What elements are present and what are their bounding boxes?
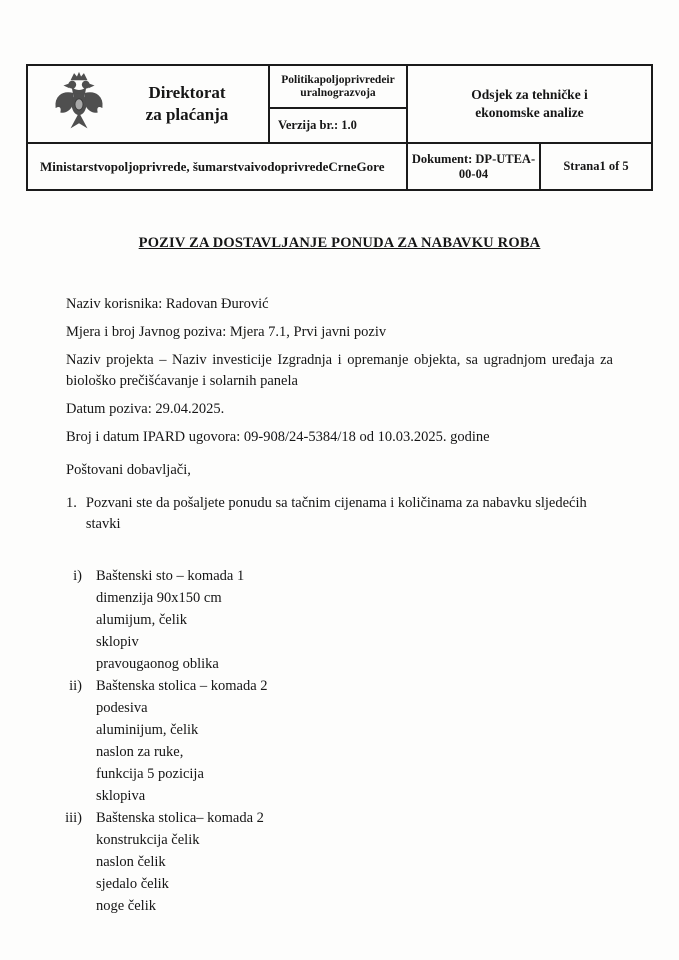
verzija-label: Verzija br.: 1.0 <box>278 118 357 132</box>
list-item-line: aluminijum, čelik <box>96 722 199 738</box>
items-list <box>0 565 613 917</box>
list-item-line: naslon za ruke, <box>96 744 184 760</box>
list-item-line: sklopiva <box>96 788 146 804</box>
list-item-line: sklopiv <box>96 634 139 650</box>
field-mjera: Mjera i broj Javnog poziva: Mjera 7.1, Prvi javni poziv <box>66 324 387 340</box>
dokument-line2: 00-04 <box>458 166 489 181</box>
direktorat-title <box>106 82 268 126</box>
list-item-line: konstrukcija čelik <box>96 832 200 848</box>
list-item-content <box>96 807 613 917</box>
list-item <box>0 807 613 917</box>
document-title: POZIV ZA DOSTAVLJANJE PONUDA ZA NABAVKU ROBA <box>138 235 541 251</box>
politika-line2: uralnograzvoja <box>300 86 376 99</box>
intro-number: 1. <box>66 495 77 511</box>
header-cell-direktorat <box>28 66 270 142</box>
salutation: Poštovani dobavljači, <box>66 462 191 478</box>
odsjek-line2: ekonomske analize <box>475 105 584 120</box>
politika-label <box>270 66 406 109</box>
list-item-numeral: i) <box>73 568 82 584</box>
list-item-line: alumijum, čelik <box>96 612 188 628</box>
dokument-line1: Dokument: DP-UTEA- <box>411 151 536 166</box>
intro-paragraph <box>66 493 613 535</box>
list-item-title: Baštenska stolica– komada 2 <box>96 810 264 826</box>
header-table <box>26 64 653 191</box>
field-naziv-projekta: Naziv projekta – Naziv investicije Izgradnja i opremanje objekta, sa ugradnjom uređaja za biološko prečišćavanje i solarnih panela <box>66 352 613 389</box>
list-item-content <box>96 675 613 807</box>
direktorat-line1: Direktorat <box>148 83 226 102</box>
list-item-line: dimenzija 90x150 cm <box>96 590 222 606</box>
list-item-line: noge čelik <box>96 898 156 914</box>
list-item-numeral: iii) <box>65 810 82 826</box>
header-row-1 <box>28 66 651 144</box>
odsjek-line1: Odsjek za tehničke i <box>471 87 588 102</box>
header-cell-politika-verzija <box>270 66 408 142</box>
field-ipard-ugovor: Broj i datum IPARD ugovora: 09-908/24-5384/18 od 10.03.2025. godine <box>66 429 490 445</box>
document-body <box>66 294 613 535</box>
montenegro-coat-of-arms-icon <box>52 72 106 137</box>
list-item <box>0 565 613 675</box>
list-item-line: podesiva <box>96 700 148 716</box>
field-datum-poziva: Datum poziva: 29.04.2025. <box>66 401 225 417</box>
direktorat-line2: za plaćanja <box>145 105 229 124</box>
list-item-line: funkcija 5 pozicija <box>96 766 204 782</box>
dokument-label <box>408 144 541 189</box>
list-item-title: Baštenska stolica – komada 2 <box>96 678 268 694</box>
list-item-line: sjedalo čelik <box>96 876 169 892</box>
list-item <box>0 675 613 807</box>
politika-line1: Politikapoljoprivredeir <box>281 73 395 86</box>
field-naziv-korisnika: Naziv korisnika: Radovan Đurović <box>66 296 269 312</box>
intro-text: Pozvani ste da pošaljete ponudu sa tačnim cijenama i količinama za nabavku sljedećih stavki <box>85 495 587 532</box>
list-item-content <box>96 565 613 675</box>
list-item-line: naslon čelik <box>96 854 166 870</box>
list-item-title: Baštenski sto – komada 1 <box>96 568 245 584</box>
header-row-2 <box>28 144 651 189</box>
header-cell-odsjek <box>408 66 651 142</box>
list-item-numeral: ii) <box>69 678 82 694</box>
list-item-line: pravougaonog oblika <box>96 656 219 672</box>
ministarstvo-label: Ministarstvopoljoprivrede, šumarstvaivodoprivredeCrneGore <box>28 144 408 189</box>
strana-label: Strana1 of 5 <box>563 159 629 173</box>
